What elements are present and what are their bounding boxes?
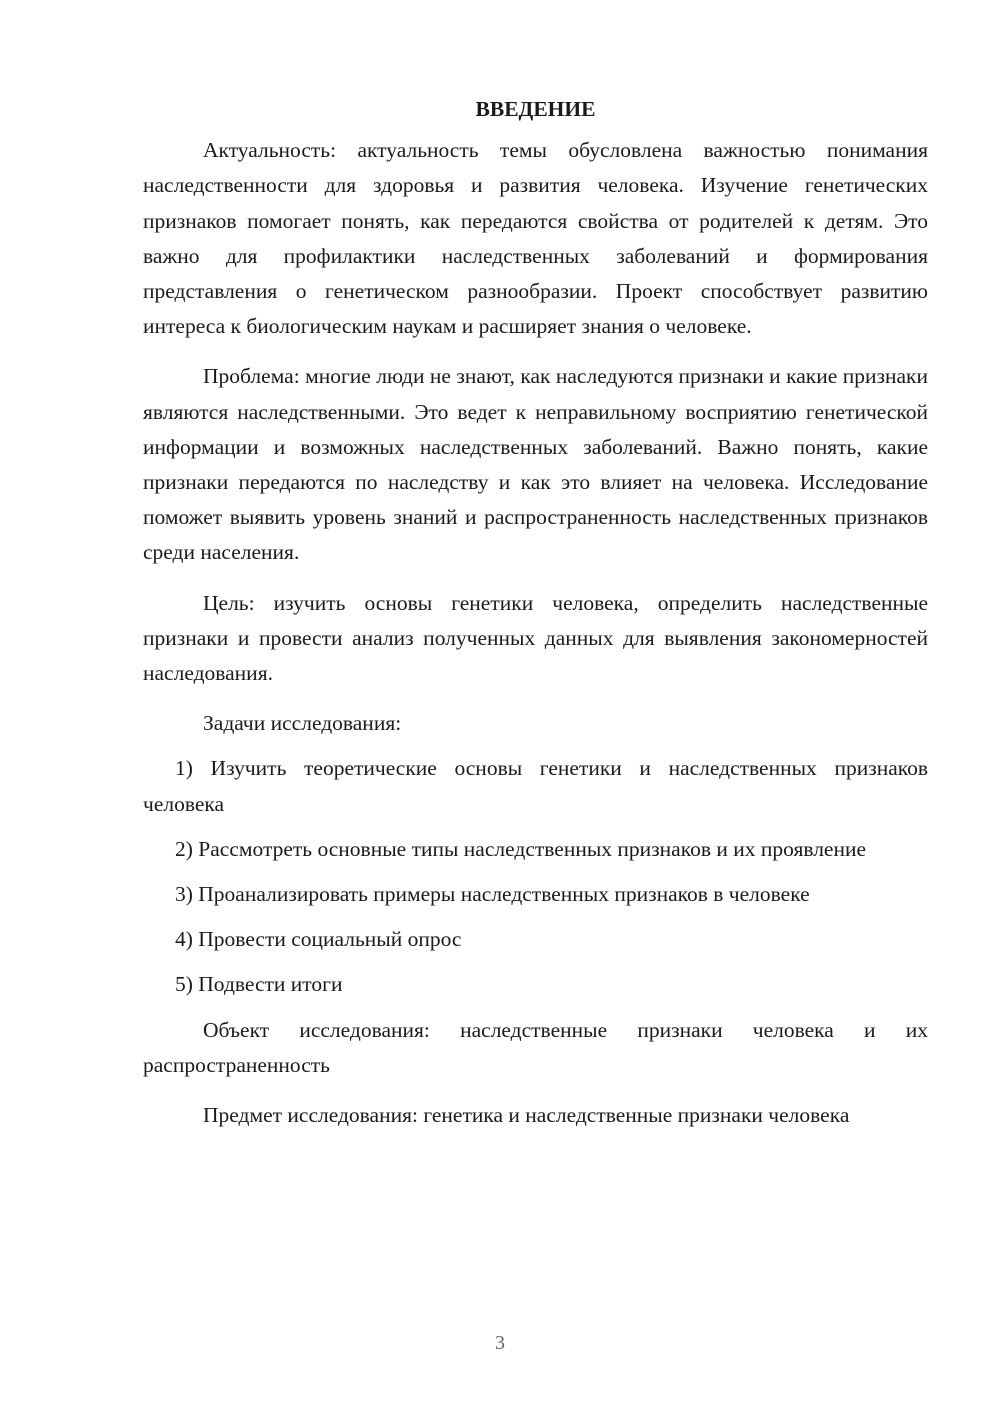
subject-paragraph: Предмет исследования: генетика и наследственные признаки человека (203, 1103, 850, 1128)
page-title: ВВЕДЕНИЕ (475, 97, 596, 121)
page-number: 3 (495, 1332, 505, 1354)
relevance-paragraph: Актуальность: актуальность темы обусловлена важностью понимания наследственности для здоровья и развития человека. Изучение генетических признаков помогает понять, как передаются свойства от родителей к детям. Это важно для профилактики наследственных заболеваний и формирования представления о генетическом разнообразии. Проект способствует развитию интереса к биологическим наукам и расширяет знания о человеке. (143, 138, 928, 339)
tasks-heading: Задачи исследования: (203, 711, 402, 736)
task-item: 3) Проанализировать примеры наследственных признаков в человеке (175, 882, 810, 907)
document-page (143, 92, 928, 1148)
task-item: 1) Изучить теоретические основы генетики и наследственных признаков человека (143, 756, 928, 816)
object-paragraph: Объект исследования: наследственные признаки человека и их распространенность (143, 1017, 928, 1077)
task-item: 4) Провести социальный опрос (175, 927, 462, 952)
goal-paragraph: Цель: изучить основы генетики человека, определить наследственные признаки и провести анализ полученных данных для выявления закономерностей наследования. (143, 590, 928, 686)
task-item: 2) Рассмотреть основные типы наследственных признаков и их проявление (175, 836, 867, 861)
problem-paragraph: Проблема: многие люди не знают, как наследуются признаки и какие признаки являются наследственными. Это ведет к неправильному восприятию генетической информации и возможных наследственных заболеваний. Важно понять, какие признаки передаются по наследству и как это влияет на человека. Исследование поможет выявить уровень знаний и распространенность наследственных признаков среди населения. (143, 364, 928, 565)
tasks-list (143, 751, 928, 1002)
task-item: 5) Подвести итоги (175, 972, 343, 997)
